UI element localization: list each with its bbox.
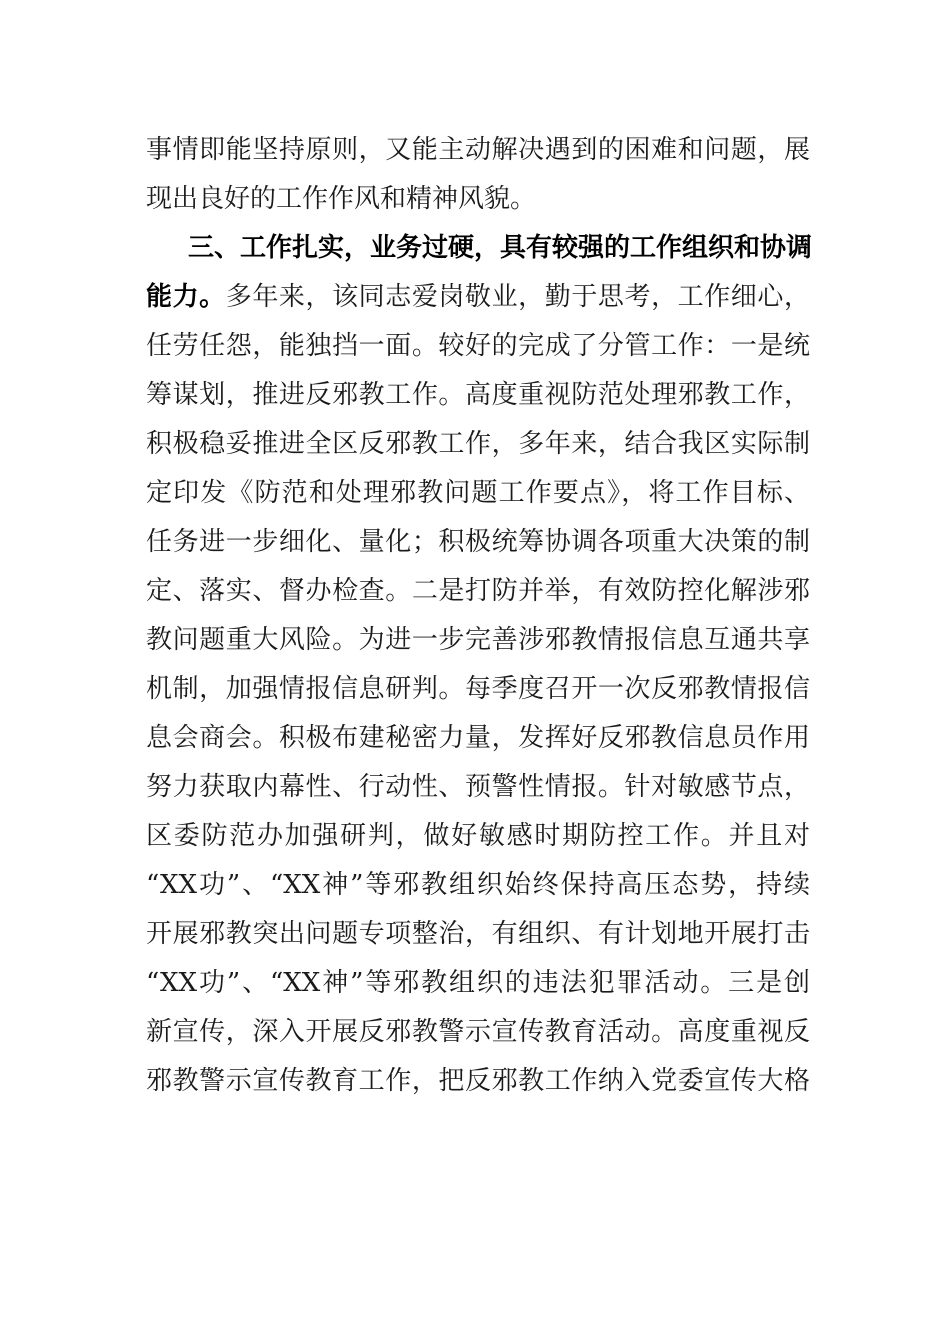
paragraph-line: “XX功”、“XX神”等邪教组织始终保持高压态势，持续 [146, 870, 810, 900]
body-text [146, 126, 813, 1106]
paragraph-line: 邪教警示宣传教育工作，把反邪教工作纳入党委宣传大格 [146, 1066, 810, 1096]
section-heading-line: 三、工作扎实，业务过硬，具有较强的工作组织和协调 [188, 233, 813, 263]
paragraph-line: 定印发《防范和处理邪教问题工作要点》，将工作目标、 [146, 478, 810, 508]
paragraph-line: 事情即能坚持原则，又能主动解决遇到的困难和问题，展 [146, 135, 810, 165]
paragraph-line: 息会商会。积极布建秘密力量，发挥好反邪教信息员作用 [146, 723, 810, 753]
paragraph-line: “XX功”、“XX神”等邪教组织的违法犯罪活动。三是创 [146, 968, 810, 998]
paragraph-line: 机制，加强情报信息研判。每季度召开一次反邪教情报信 [146, 674, 810, 704]
paragraph-text: 多年来，该同志爱岗敬业，勤于思考，工作细心， [225, 282, 810, 312]
section-heading-tail: 能力。 [146, 282, 226, 312]
paragraph-line: 任劳任怨，能独挡一面。较好的完成了分管工作：一是统 [146, 331, 810, 361]
paragraph-line: 任务进一步细化、量化；积极统筹协调各项重大决策的制 [146, 527, 810, 557]
paragraph-line: 区委防范办加强研判，做好敏感时期防控工作。并且对 [146, 821, 810, 851]
paragraph-line: 积极稳妥推进全区反邪教工作，多年来，结合我区实际制 [146, 429, 810, 459]
paragraph-line [146, 273, 810, 322]
paragraph-line: 筹谋划，推进反邪教工作。高度重视防范处理邪教工作， [146, 380, 810, 410]
paragraph-line: 现出良好的工作作风和精神风貌。 [146, 184, 537, 214]
paragraph-line: 定、落实、督办检查。二是打防并举，有效防控化解涉邪 [146, 576, 810, 606]
paragraph-line: 教问题重大风险。为进一步完善涉邪教情报信息互通共享 [146, 625, 810, 655]
paragraph-line: 新宣传，深入开展反邪教警示宣传教育活动。高度重视反 [146, 1017, 810, 1047]
paragraph-line: 开展邪教突出问题专项整治，有组织、有计划地开展打击 [146, 919, 810, 949]
paragraph-line: 努力获取内幕性、行动性、预警性情报。针对敏感节点， [146, 772, 810, 802]
